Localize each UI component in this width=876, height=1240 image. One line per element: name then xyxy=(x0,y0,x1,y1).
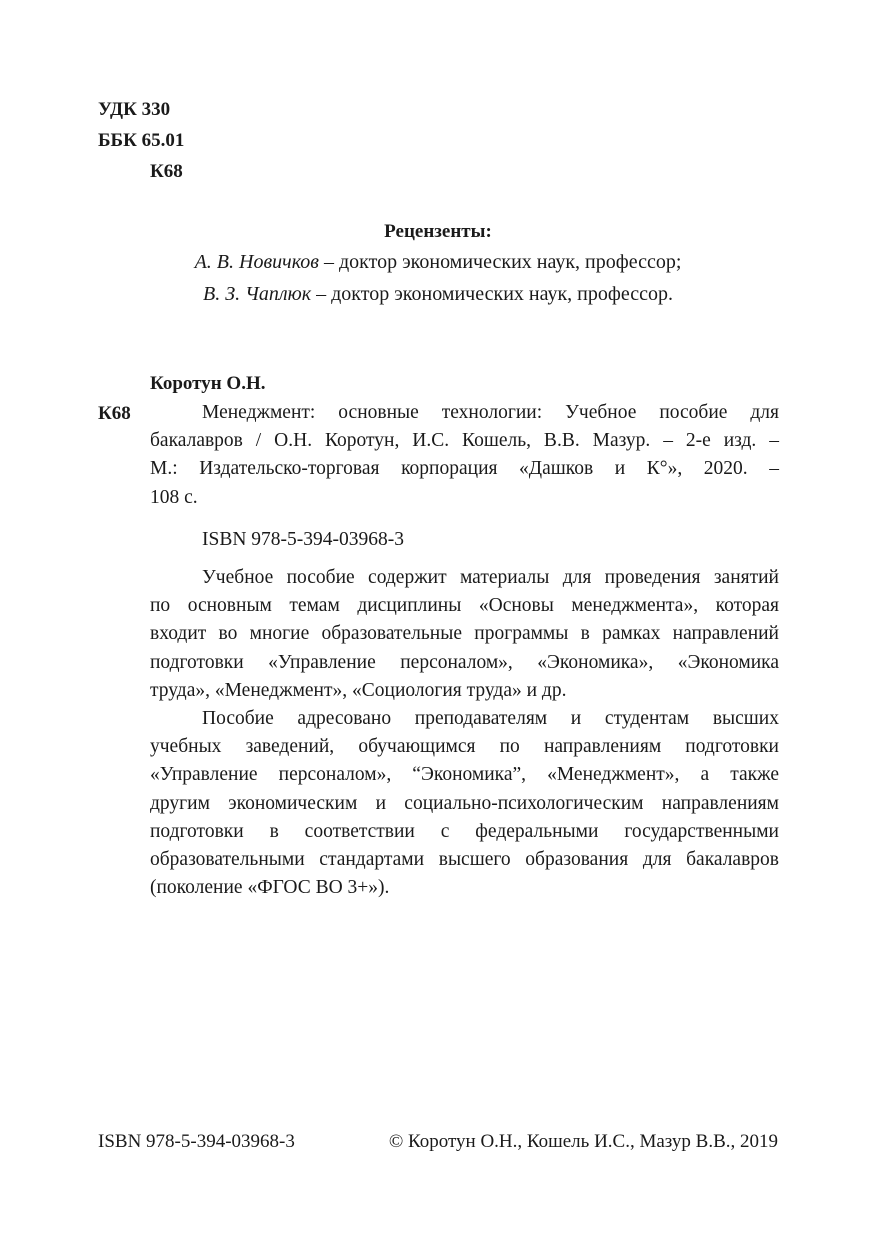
bib-line: Менеджмент: основные технологии: Учебное пособие для xyxy=(202,402,779,423)
abstract-line: входит во многие образовательные программы в рамках направлений xyxy=(150,623,779,645)
reviewer-1-desc: – доктор экономических наук, профессор; xyxy=(318,251,682,273)
abstract-line: подготовки в соответствии с федеральными государственными xyxy=(150,820,779,842)
bbk-code: ББК 65.01 xyxy=(98,130,185,151)
bib-line: 108 с. xyxy=(150,486,198,508)
reviewer-2-name: В. З. Чаплюк xyxy=(203,283,312,305)
bib-description xyxy=(150,399,779,512)
abstract-line: учебных заведений, обучающимся по направлениям подготовки xyxy=(150,736,779,758)
reviewer-2 xyxy=(0,279,876,309)
author-mark: К68 xyxy=(150,161,183,182)
reviewers-heading: Рецензенты: xyxy=(384,221,492,242)
bib-line: бакалавров / О.Н. Коротун, И.С. Кошель, В.В. Мазур. – 2-е изд. – xyxy=(150,430,779,452)
abstract-line: другим экономическим и социально-психологическим направлениям xyxy=(150,792,779,814)
abstract-line: по основным темам дисциплины «Основы менеджмента», которая xyxy=(150,595,779,617)
bib-isbn: ISBN 978-5-394-03968-3 xyxy=(202,529,405,550)
reviewer-2-desc: – доктор экономических наук, профессор. xyxy=(311,283,673,305)
reviewer-1 xyxy=(0,247,876,277)
abstract-line: подготовки «Управление персоналом», «Экономика», «Экономика xyxy=(150,651,779,673)
bib-mark: К68 xyxy=(98,403,131,424)
footer-copyright: © Коротун О.Н., Кошель И.С., Мазур В.В., 2019 xyxy=(388,1131,778,1152)
bib-line: М.: Издательско-торговая корпорация «Дашков и К°», 2020. – xyxy=(150,458,779,480)
footer-isbn: ISBN 978-5-394-03968-3 xyxy=(98,1131,295,1152)
abstract-line: труда», «Менеджмент», «Социология труда» и др. xyxy=(150,679,567,701)
abstract-line: Учебное пособие содержит материалы для проведения занятий xyxy=(202,567,779,588)
abstract-line: образовательными стандартами высшего образования для бакалавров xyxy=(150,849,779,871)
udk-code: УДК 330 xyxy=(98,99,171,120)
abstract-paragraph-2 xyxy=(150,705,779,902)
abstract-line: (поколение «ФГОС ВО 3+»). xyxy=(150,877,390,899)
abstract-line: «Управление персоналом», “Экономика”, «Менеджмент», а также xyxy=(150,764,779,786)
reviewer-1-name: А. В. Новичков xyxy=(194,251,319,273)
bib-author-heading: Коротун О.Н. xyxy=(150,373,266,394)
abstract-line: Пособие адресовано преподавателям и студентам высших xyxy=(202,708,779,729)
abstract-paragraph-1 xyxy=(150,564,779,705)
